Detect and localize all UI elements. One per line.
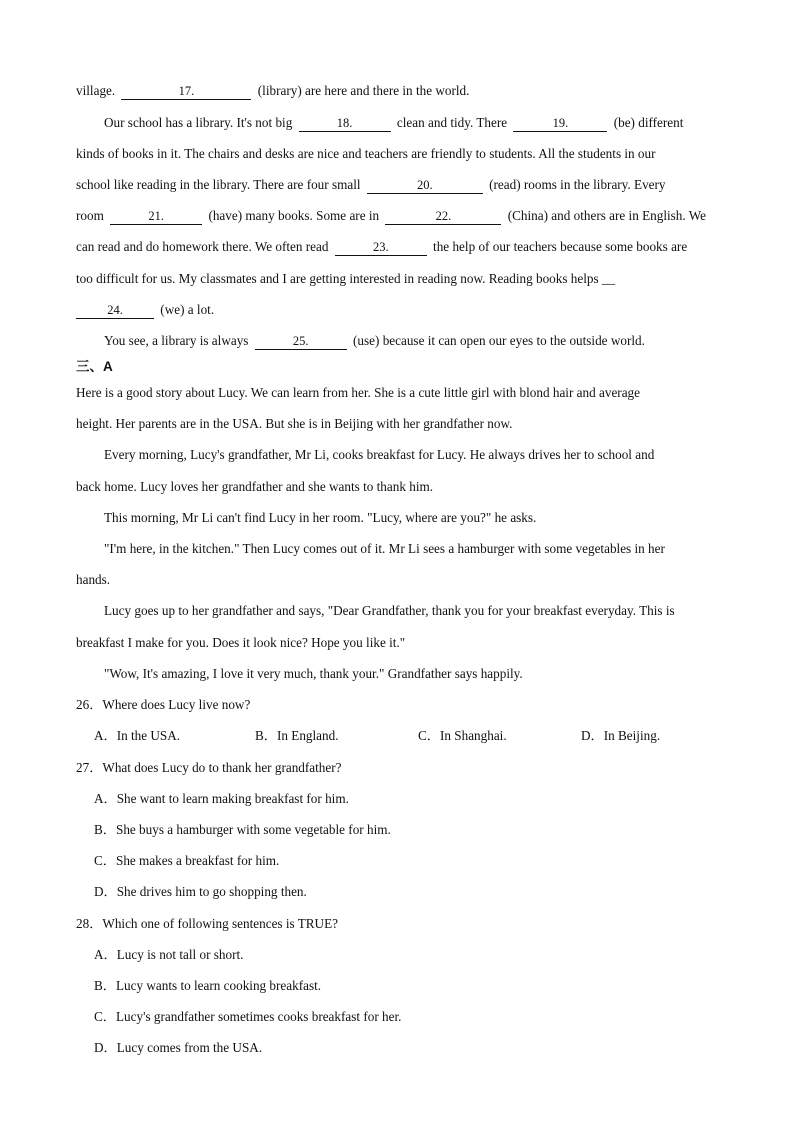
passage-line: Here is a good story about Lucy. We can learn from her. She is a cute little girl with blond hair and average: [76, 385, 640, 400]
question-26-option-b[interactable]: B．In England.: [255, 728, 339, 743]
question-27-stem: 27．What does Lucy do to thank her grandfather?: [76, 760, 342, 775]
passage-line: height. Her parents are in the USA. But she is in Beijing with her grandfather now.: [76, 416, 513, 431]
question-27-option-b[interactable]: B．She buys a hamburger with some vegetable for him.: [94, 822, 391, 837]
question-26-option-d[interactable]: D．In Beijing.: [581, 728, 661, 743]
question-27-option-c[interactable]: C．She makes a breakfast for him.: [94, 853, 280, 868]
question-27-option-a[interactable]: A．She want to learn making breakfast for him.: [94, 791, 349, 806]
text: (have) many books. Some are in: [208, 208, 380, 223]
text: (read) rooms in the library. Every: [489, 177, 666, 192]
question-28-option-c[interactable]: C．Lucy's grandfather sometimes cooks breakfast for her.: [94, 1009, 402, 1024]
question-26-option-c[interactable]: C．In Shanghai.: [418, 728, 507, 743]
question-26-option-a[interactable]: A．In the USA.: [94, 728, 181, 743]
text: (library) are here and there in the world.: [257, 83, 470, 98]
passage-line: breakfast I make for you. Does it look nice? Hope you like it.": [76, 635, 406, 650]
cloze-line-8: [76, 301, 214, 319]
blank-18[interactable]: [299, 116, 391, 132]
text: the help of our teachers because some books are: [433, 239, 688, 254]
passage-line: This morning, Mr Li can't find Lucy in her room. "Lucy, where are you?" he asks.: [104, 510, 537, 525]
text: (use) because it can open our eyes to the outside world.: [353, 333, 645, 348]
blank-number: 19.: [552, 116, 569, 130]
text: (be) different: [613, 115, 684, 130]
text: You see, a library is always: [104, 333, 249, 348]
cloze-line-5: [76, 207, 706, 225]
question-28-stem: 28．Which one of following sentences is TRUE?: [76, 916, 338, 931]
cloze-line-6: [76, 238, 687, 256]
cloze-line-3: [76, 145, 656, 163]
blank-number: 24.: [107, 303, 123, 317]
cloze-line-9: [104, 332, 645, 350]
text: room: [76, 208, 104, 223]
blank-22[interactable]: [385, 209, 501, 225]
passage-line: "Wow, It's amazing, I love it very much, thank your." Grandfather says happily.: [104, 666, 523, 681]
blank-17[interactable]: [121, 84, 251, 100]
question-27-option-d[interactable]: D．She drives him to go shopping then.: [94, 884, 307, 899]
passage-line: "I'm here, in the kitchen." Then Lucy comes out of it. Mr Li sees a hamburger with some vegetables in her: [104, 541, 665, 556]
passage-line: back home. Lucy loves her grandfather and she wants to thank him.: [76, 479, 434, 494]
cloze-line-1: [76, 82, 469, 100]
passage-line: Every morning, Lucy's grandfather, Mr Li, cooks breakfast for Lucy. He always drives her to school and: [104, 447, 655, 462]
cloze-line-7: [76, 270, 615, 288]
text: (China) and others are in English. We: [507, 208, 706, 223]
text: Our school has a library. It's not big: [104, 115, 293, 130]
blank-number: 23.: [372, 240, 389, 254]
text: (we) a lot.: [160, 302, 215, 317]
passage-line: Lucy goes up to her grandfather and says, "Dear Grandfather, thank you for your breakfast everyday. This is: [104, 603, 675, 618]
cloze-line-4: [76, 176, 666, 194]
text: too difficult for us. My classmates and I are getting interested in reading now. Reading books helps __: [76, 271, 616, 286]
section-heading: 三、A: [76, 359, 113, 374]
text: can read and do homework there. We often read: [76, 239, 329, 254]
blank-number: 17.: [178, 84, 195, 98]
question-28-option-d[interactable]: D．Lucy comes from the USA.: [94, 1040, 263, 1055]
blank-number: 25.: [292, 334, 309, 348]
blank-19[interactable]: [513, 116, 607, 132]
text: kinds of books in it. The chairs and desks are nice and teachers are friendly to students. All the students in our: [76, 146, 656, 161]
blank-23[interactable]: [335, 240, 427, 256]
blank-number: 21.: [148, 209, 164, 223]
blank-21[interactable]: [110, 209, 202, 225]
cloze-line-2: [104, 114, 683, 132]
question-28-option-b[interactable]: B．Lucy wants to learn cooking breakfast.: [94, 978, 322, 993]
blank-number: 22.: [435, 209, 452, 223]
blank-25[interactable]: [255, 334, 347, 350]
question-28-option-a[interactable]: A．Lucy is not tall or short.: [94, 947, 244, 962]
blank-20[interactable]: [367, 178, 483, 194]
blank-number: 18.: [336, 116, 353, 130]
text: school like reading in the library. There are four small: [76, 177, 361, 192]
blank-number: 20.: [417, 178, 433, 192]
blank-24[interactable]: [76, 303, 154, 319]
question-26-stem: 26．Where does Lucy live now?: [76, 697, 251, 712]
passage-line: hands.: [76, 572, 111, 587]
text: clean and tidy. There: [396, 115, 508, 130]
text: village.: [76, 83, 116, 98]
